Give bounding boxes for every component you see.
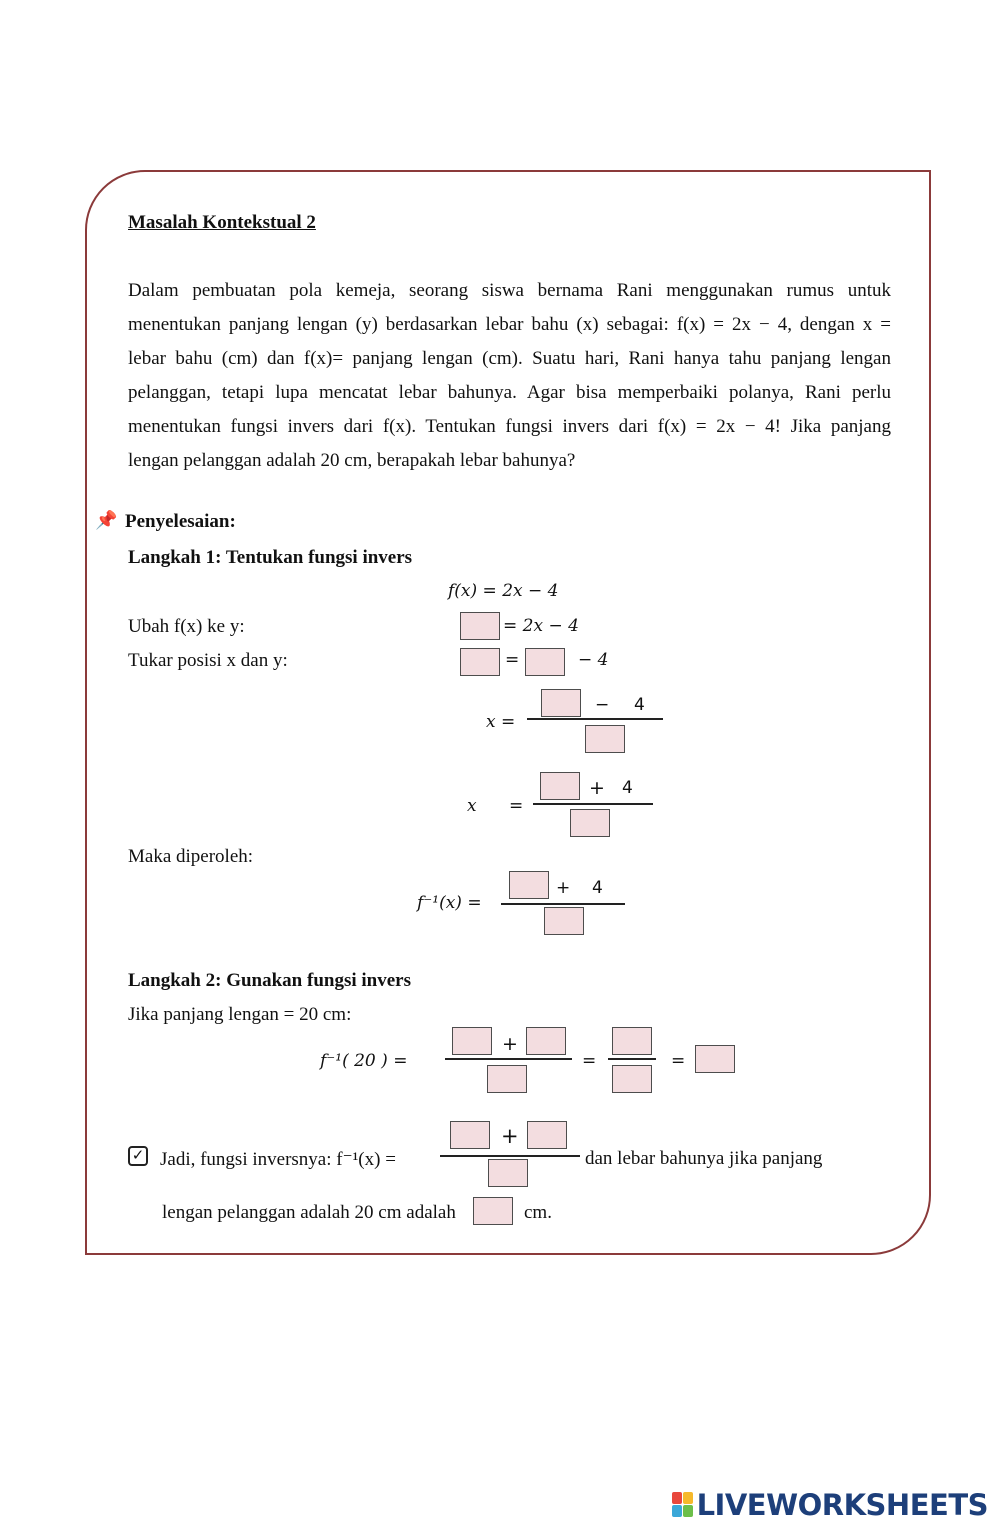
frac2-operator: + <box>589 777 605 799</box>
step1-row2-eq: = <box>505 650 520 670</box>
conclusion-unit: cm. <box>524 1202 552 1223</box>
step2-eq2: = <box>671 1051 686 1071</box>
step2-given: Jika panjang lengan = 20 cm: <box>128 1004 352 1025</box>
frac1-lhs: x = <box>486 712 516 732</box>
answer-box[interactable] <box>695 1045 735 1073</box>
paragraph-line: lengan pelanggan adalah 20 cm, berapakah lebar bahunya? <box>128 450 576 471</box>
checkbox-icon: ✓ <box>128 1146 148 1166</box>
liveworksheets-logo[interactable] <box>672 1488 988 1522</box>
answer-box[interactable] <box>525 648 565 676</box>
answer-box[interactable] <box>570 809 610 837</box>
answer-box[interactable] <box>527 1121 567 1149</box>
solution-heading: Penyelesaian: <box>125 511 236 532</box>
frac2-number: 4 <box>622 778 633 798</box>
result-lhs: f⁻¹(x) = <box>417 893 482 913</box>
answer-box[interactable] <box>452 1027 492 1055</box>
answer-box[interactable] <box>612 1027 652 1055</box>
result-number: 4 <box>592 878 603 898</box>
frac1-number: 4 <box>634 695 645 715</box>
fraction-bar <box>440 1155 580 1157</box>
step1-row2-label: Tukar posisi x dan y: <box>128 650 288 671</box>
fraction-bar <box>608 1058 656 1060</box>
pushpin-icon: 📌 <box>95 510 118 530</box>
step2-plus: + <box>502 1033 518 1055</box>
step2-heading: Langkah 2: Gunakan fungsi invers <box>128 970 411 991</box>
answer-box[interactable] <box>585 725 625 753</box>
answer-box[interactable] <box>541 689 581 717</box>
step1-row1-label: Ubah f(x) ke y: <box>128 616 245 637</box>
problem-title: Masalah Kontekstual 2 <box>128 212 316 233</box>
fraction-bar <box>501 903 625 905</box>
result-operator: + <box>556 878 571 898</box>
answer-box[interactable] <box>526 1027 566 1055</box>
answer-box[interactable] <box>460 648 500 676</box>
logo-text: LIVEWORKSHEETS <box>696 1488 988 1522</box>
conclusion-text1: Jadi, fungsi inversnya: f⁻¹(x) = <box>160 1149 396 1170</box>
answer-box[interactable] <box>544 907 584 935</box>
answer-box[interactable] <box>488 1159 528 1187</box>
frac2-lhs: x <box>467 796 477 816</box>
paragraph-line: pelanggan, tetapi lupa mencatat lebar bahunya. Agar bisa memperbaiki polanya, Rani perlu <box>128 382 891 403</box>
step2-eq1: = <box>582 1051 597 1071</box>
step1-heading: Langkah 1: Tentukan fungsi invers <box>128 547 413 568</box>
answer-box[interactable] <box>509 871 549 899</box>
answer-box[interactable] <box>612 1065 652 1093</box>
answer-box[interactable] <box>540 772 580 800</box>
problem-paragraph <box>128 274 891 478</box>
answer-box[interactable] <box>473 1197 513 1225</box>
fraction-bar <box>533 803 653 805</box>
fraction-bar <box>527 718 663 720</box>
conclusion-text3: lengan pelanggan adalah 20 cm adalah <box>162 1202 456 1223</box>
frac2-eq: = <box>509 796 524 816</box>
answer-box[interactable] <box>487 1065 527 1093</box>
conclusion-plus: + <box>501 1124 519 1148</box>
step2-lhs: f⁻¹( 20 ) = <box>320 1051 408 1071</box>
paragraph-line: Dalam pembuatan pola kemeja, seorang siswa bernama Rani menggunakan rumus untuk <box>128 280 891 301</box>
step1-function: f(x) = 2x − 4 <box>448 581 559 601</box>
paragraph-line: lebar bahu (cm) dan f(x)= panjang lengan (cm). Suatu hari, Rani hanya tahu panjang lengan <box>128 348 891 369</box>
paragraph-line: menentukan panjang lengan (y) berdasarkan lebar bahu (x) sebagai: f(x) = 2x − 4, dengan x = <box>128 314 891 335</box>
answer-box[interactable] <box>450 1121 490 1149</box>
fraction-bar <box>445 1058 572 1060</box>
step1-row2-rhs: − 4 <box>578 650 609 670</box>
conclusion-text2: dan lebar bahunya jika panjang <box>585 1148 823 1169</box>
paragraph-line: menentukan fungsi invers dari f(x). Tentukan fungsi invers dari f(x) = 2x − 4! Jika panjang <box>128 416 891 437</box>
logo-icon <box>672 1492 694 1518</box>
result-label: Maka diperoleh: <box>128 846 254 867</box>
answer-box[interactable] <box>460 612 500 640</box>
step1-row1-rhs: = 2x − 4 <box>503 616 579 636</box>
frac1-operator: − <box>595 695 610 715</box>
